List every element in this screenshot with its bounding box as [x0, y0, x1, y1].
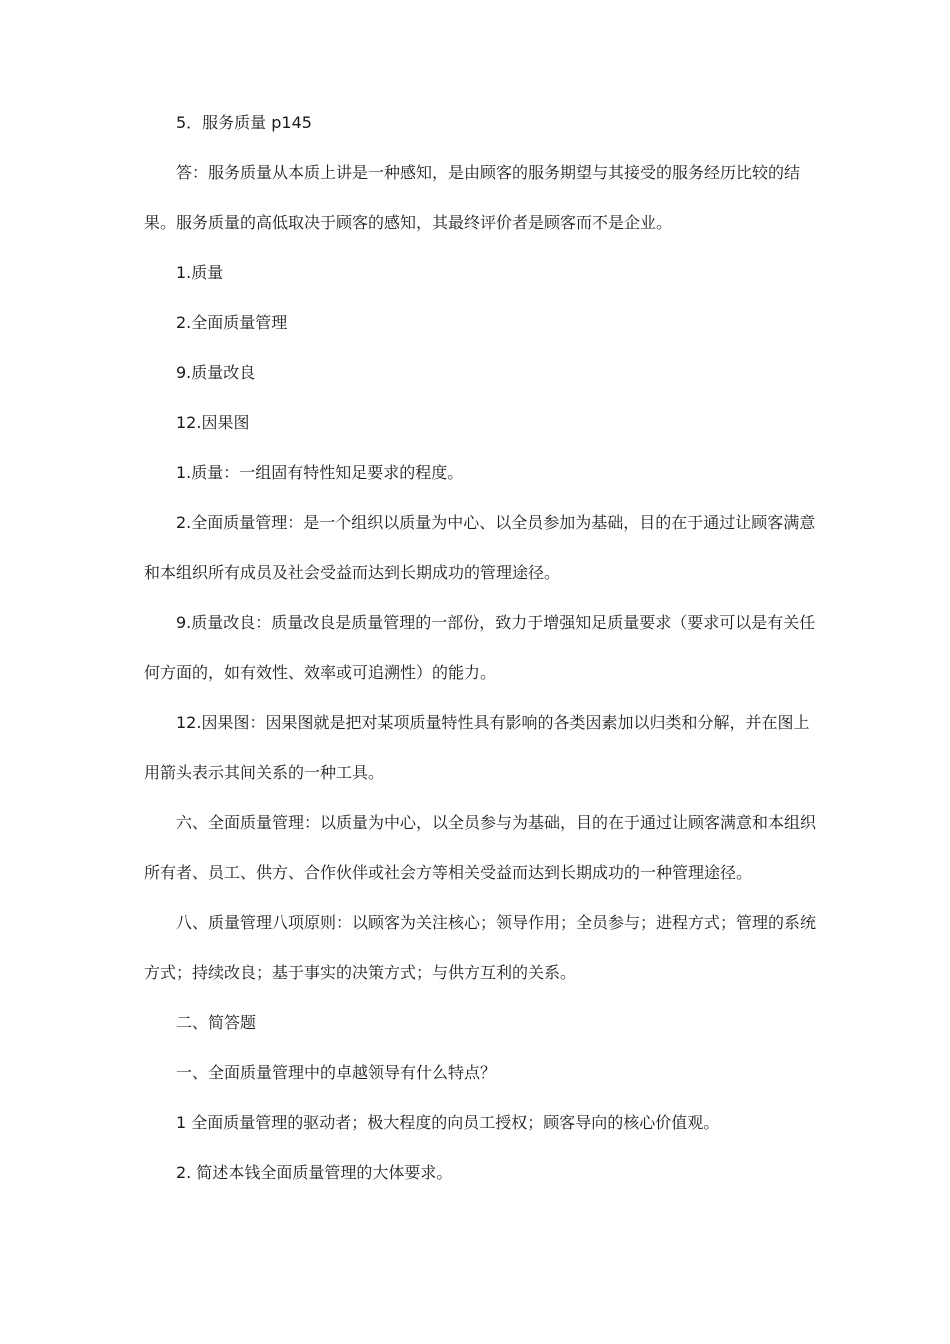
section-heading-service-quality: 5．服务质量 p145: [176, 113, 312, 132]
service-quality-answer: 答：服务质量从本质上讲是一种感知，是由顾客的服务期望与其接受的服务经历比较的结果。服务质量的高低取决于顾客的感知，其最终评价者是顾客而不是企业。: [144, 163, 801, 232]
term-tqm: 2.全面质量管理: [176, 313, 288, 332]
term-quality: 1.质量: [176, 263, 224, 282]
definition-cause-effect-diagram: 12.因果图：因果图就是把对某项质量特性具有影响的各类因素加以归类和分解，并在图上用箭头表示其间关系的一种工具。: [144, 713, 810, 782]
definition-quality-improvement: 9.质量改良：质量改良是质量管理的一部份，致力于增强知足质量要求（要求可以是有关任何方面的，如有效性、效率或可追溯性）的能力。: [144, 613, 816, 682]
section-eight-principles: 八、质量管理八项原则：以顾客为关注核心；领导作用；全员参与；进程方式；管理的系统方式；持续改良；基于事实的决策方式；与供方互利的关系。: [144, 913, 817, 982]
answer-one: 1 全面质量管理的驱动者；极大程度的向员工授权；顾客导向的核心价值观。: [176, 1113, 720, 1132]
question-two: 2. 简述本钱全面质量管理的大体要求。: [176, 1163, 453, 1182]
section-six-tqm: 六、全面质量管理：以质量为中心，以全员参与为基础，目的在于通过让顾客满意和本组织所有者、员工、供方、合作伙伴或社会方等相关受益而达到长期成功的一种管理途径。: [144, 813, 817, 882]
term-cause-effect-diagram: 12.因果图: [176, 413, 250, 432]
definition-tqm: 2.全面质量管理：是一个组织以质量为中心、以全员参加为基础，目的在于通过让顾客满意和本组织所有成员及社会受益而达到长期成功的管理途径。: [144, 513, 816, 582]
heading-short-answer: 二、简答题: [176, 1013, 257, 1032]
question-one: 一、全面质量管理中的卓越领导有什么特点？: [176, 1063, 497, 1082]
term-quality-improvement: 9.质量改良: [176, 363, 256, 382]
definition-quality: 1.质量：一组固有特性知足要求的程度。: [176, 463, 464, 482]
